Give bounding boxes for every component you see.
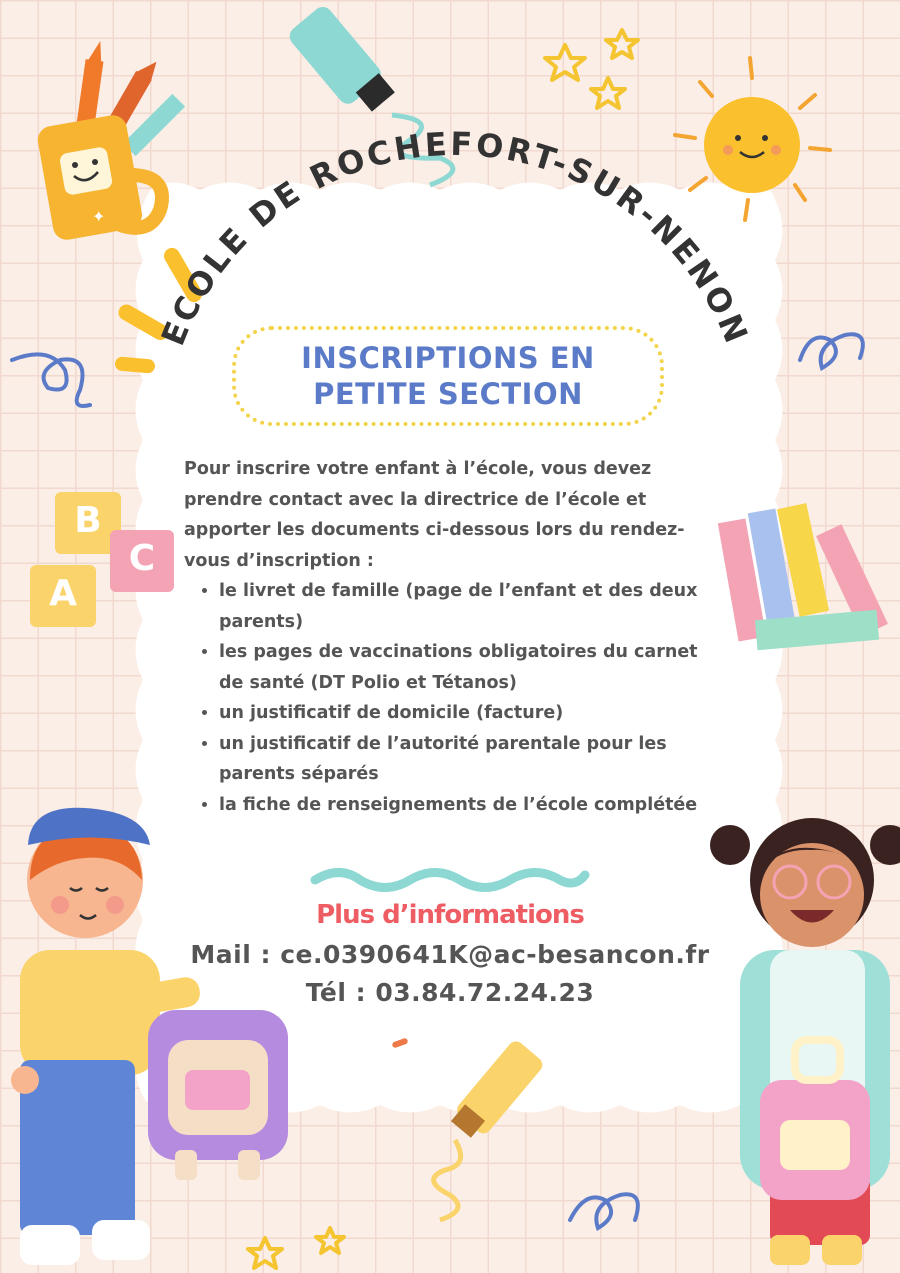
contact-title: Plus d’informations: [316, 900, 584, 930]
contact-mail[interactable]: Mail : ce.0390641K@ac-besancon.fr: [190, 940, 710, 969]
contact-phone[interactable]: Tél : 03.84.72.24.23: [305, 978, 595, 1007]
school-name: ECOLE DE ROCHEFORT-SUR-NENON: [153, 124, 757, 351]
intro-paragraph: Pour inscrire votre enfant à l’école, vous devez prendre contact avec la directrice de l’école et apporter les documents ci-dessous lors du rendez-vous d’inscription :: [184, 459, 685, 571]
letter-c: C: [128, 538, 156, 579]
letter-a: A: [49, 573, 77, 614]
list-item: • un justificatif de domicile (facture): [219, 698, 724, 729]
headline: [232, 340, 664, 412]
list-item: • le livret de famille (page de l’enfant et des deux parents): [219, 576, 724, 637]
list-item: • la fiche de renseignements de l’école complétée: [219, 790, 724, 821]
list-item: • les pages de vaccinations obligatoires du carnet de santé (DT Polio et Tétanos): [219, 637, 724, 698]
headline-line-1: INSCRIPTIONS EN: [301, 341, 595, 375]
documents-list: [184, 576, 724, 820]
svg-text:✦: ✦: [92, 207, 106, 226]
headline-line-2: PETITE SECTION: [313, 377, 583, 411]
list-item: • un justificatif de l’autorité parentale pour les parents séparés: [219, 729, 724, 790]
letter-b: B: [74, 500, 102, 541]
body-text: [184, 454, 724, 820]
